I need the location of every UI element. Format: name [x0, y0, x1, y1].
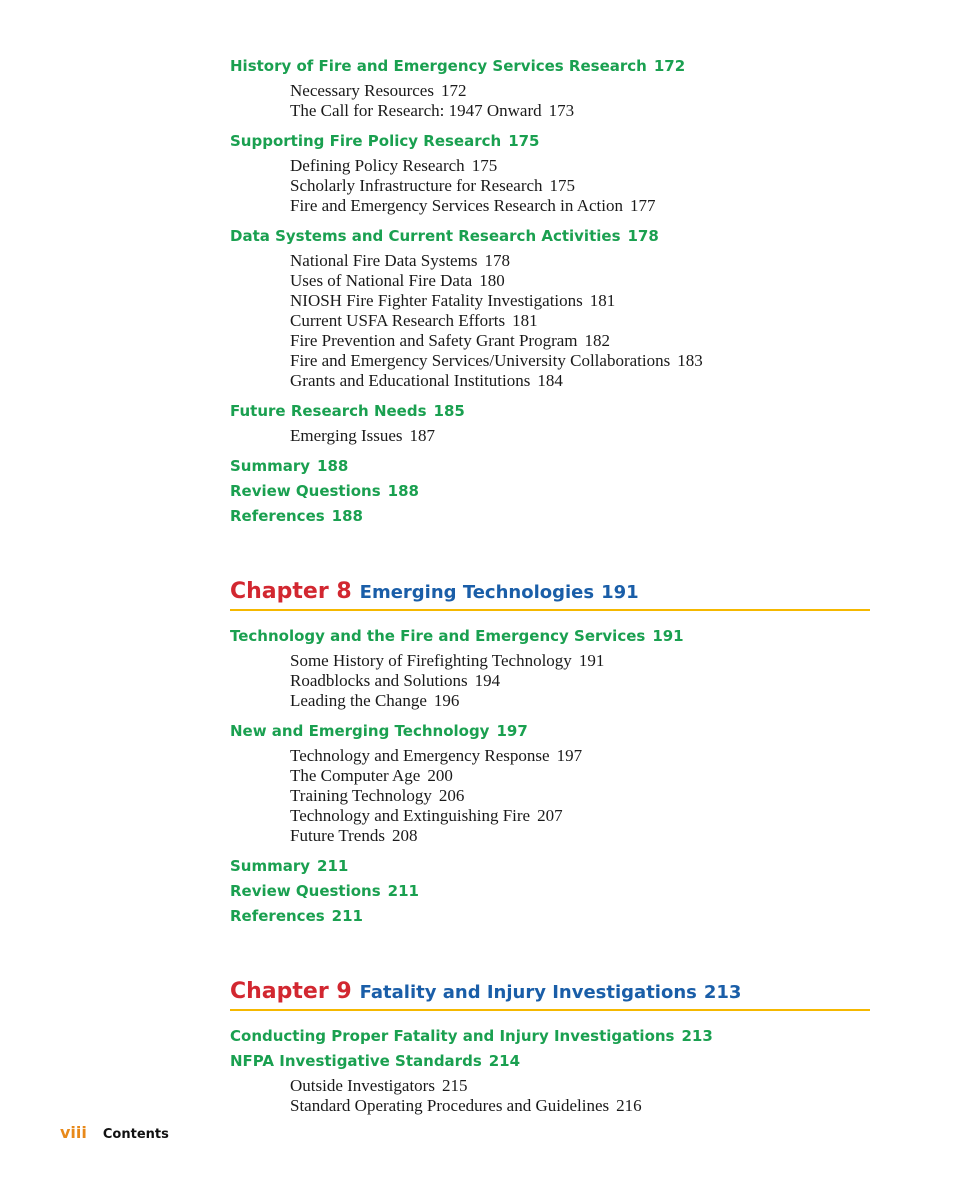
section-heading[interactable]: Future Research Needs 185 [230, 402, 465, 420]
page-number: viii [60, 1123, 87, 1142]
toc-entry[interactable]: Leading the Change 196 [290, 691, 460, 710]
toc-entry[interactable]: The Computer Age 200 [290, 766, 453, 785]
toc-entry[interactable]: Fire Prevention and Safety Grant Program 182 [290, 331, 611, 350]
toc-entry[interactable]: Future Trends 208 [290, 826, 418, 845]
toc-entry[interactable]: Roadblocks and Solutions 194 [290, 671, 501, 690]
toc-entry[interactable]: Technology and Extinguishing Fire 207 [290, 806, 563, 825]
toc-entry[interactable]: Current USFA Research Efforts 181 [290, 311, 538, 330]
section-heading[interactable]: NFPA Investigative Standards 214 [230, 1052, 521, 1070]
toc-entry[interactable]: Uses of National Fire Data 180 [290, 271, 505, 290]
toc-entry[interactable]: Training Technology 206 [290, 786, 465, 805]
toc-entry[interactable]: Necessary Resources 172 [290, 81, 467, 100]
toc-entry[interactable]: Some History of Firefighting Technology 191 [290, 651, 605, 670]
section-heading[interactable]: Conducting Proper Fatality and Injury Investigations 213 [230, 1027, 713, 1045]
toc-entry[interactable]: The Call for Research: 1947 Onward 173 [290, 101, 575, 120]
toc-entry[interactable]: National Fire Data Systems 178 [290, 251, 510, 270]
chapter-heading[interactable] [230, 579, 870, 611]
toc-entry[interactable]: Grants and Educational Institutions 184 [290, 371, 563, 390]
section-heading[interactable]: History of Fire and Emergency Services Research 172 [230, 57, 686, 75]
toc-entry[interactable]: NIOSH Fire Fighter Fatality Investigations 181 [290, 291, 616, 310]
toc-entry[interactable]: Standard Operating Procedures and Guidelines 216 [290, 1096, 642, 1115]
section-heading[interactable]: Technology and the Fire and Emergency Services 191 [230, 627, 684, 645]
section-heading[interactable]: References 211 [230, 907, 363, 925]
section-heading[interactable]: Summary 211 [230, 857, 349, 875]
chapter-label: Chapter 8 [230, 579, 352, 604]
toc-entry[interactable]: Emerging Issues 187 [290, 426, 436, 445]
section-heading[interactable]: Data Systems and Current Research Activities 178 [230, 227, 659, 245]
toc-entry[interactable]: Fire and Emergency Services Research in Action 177 [290, 196, 656, 215]
section-heading[interactable]: Supporting Fire Policy Research 175 [230, 132, 540, 150]
toc-entry[interactable]: Fire and Emergency Services/University Collaborations 183 [290, 351, 703, 370]
section-heading[interactable]: New and Emerging Technology 197 [230, 722, 528, 740]
chapter-heading[interactable] [230, 979, 870, 1011]
toc-entry[interactable]: Outside Investigators 215 [290, 1076, 468, 1095]
running-head: Contents [102, 1127, 169, 1142]
toc-entry[interactable]: Defining Policy Research 175 [290, 156, 498, 175]
chapter-title: Fatality and Injury Investigations 213 [359, 982, 742, 1003]
page-footer [60, 1123, 169, 1143]
section-heading[interactable]: Review Questions 211 [230, 882, 419, 900]
toc-entry[interactable]: Technology and Emergency Response 197 [290, 746, 583, 765]
chapter-title: Emerging Technologies 191 [359, 582, 639, 603]
chapter-label: Chapter 9 [230, 979, 352, 1004]
section-heading[interactable]: References 188 [230, 507, 363, 525]
toc-entry[interactable]: Scholarly Infrastructure for Research 175 [290, 176, 576, 195]
section-heading[interactable]: Summary 188 [230, 457, 349, 475]
section-heading[interactable]: Review Questions 188 [230, 482, 419, 500]
